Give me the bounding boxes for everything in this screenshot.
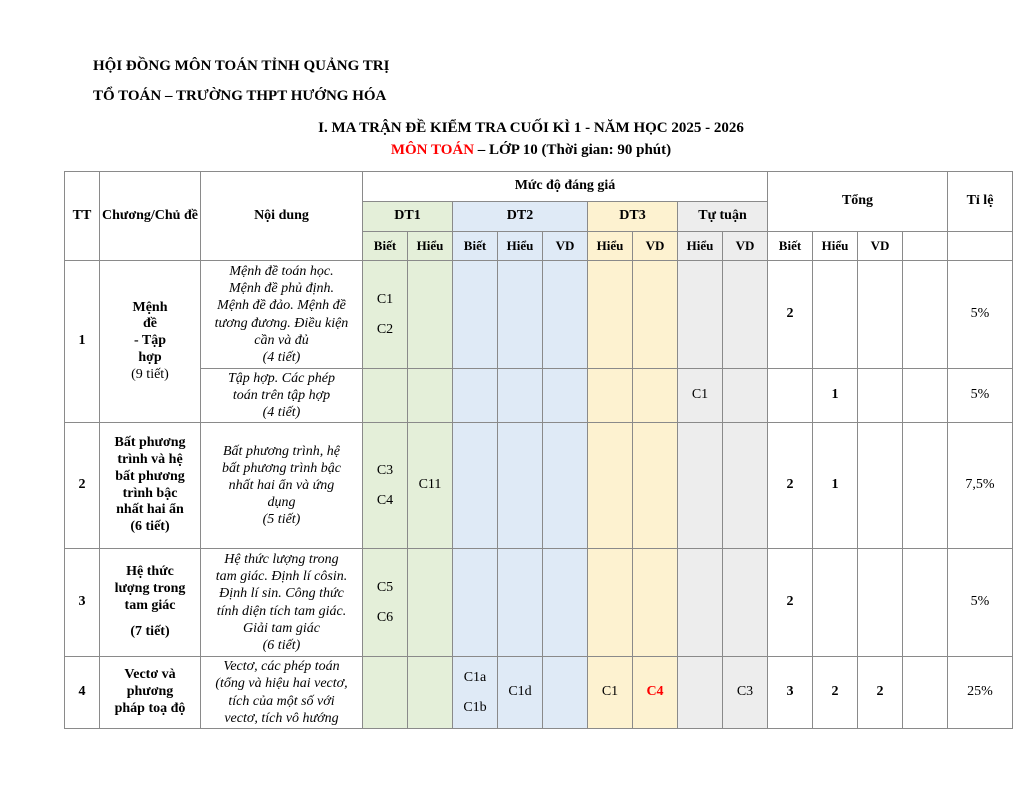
cell-total-biet: 2 xyxy=(768,549,813,657)
table-row xyxy=(65,549,1013,657)
header-ratio: Tỉ lệ xyxy=(948,172,1013,232)
subject-name: MÔN TOÁN xyxy=(390,142,475,158)
header-total-hieu: Hiểu xyxy=(813,232,858,261)
header-tutuan-vd: VD xyxy=(723,232,768,261)
cell-ratio: 7,5% xyxy=(948,423,1013,549)
cell-total-hieu: 1 xyxy=(813,423,858,549)
header-council: HỘI ĐỒNG MÔN TOÁN TỈNH QUẢNG TRỊ xyxy=(93,58,390,74)
header-tt: TT xyxy=(65,172,100,261)
row-tt: 2 xyxy=(65,423,100,549)
cell-dt3-vd: C4 xyxy=(633,657,678,729)
row-content: Vectơ, các phép toán (tổng và hiệu hai vectơ, tích của một số với vectơ, tích vô hướng xyxy=(201,657,363,729)
cell-total-biet: 2 xyxy=(768,423,813,549)
row-chapter: Vectơ và phương pháp toạ độ xyxy=(100,657,201,729)
row-content: Hệ thức lượng trong tam giác. Định lí côsin. Định lí sin. Công thức tính diện tích tam giác. Giải tam giác (6 tiết) xyxy=(201,549,363,657)
header-content: Nội dung xyxy=(201,172,363,261)
row-tt: 1 xyxy=(65,261,100,423)
header-dt3-hieu: Hiểu xyxy=(588,232,633,261)
cell-total-hieu: 1 xyxy=(813,369,858,423)
header-dt1-biet: Biết xyxy=(363,232,408,261)
cell-dt1-hieu: C11 xyxy=(408,423,453,549)
header-tutuan-hieu: Hiểu xyxy=(678,232,723,261)
header-total-biet: Biết xyxy=(768,232,813,261)
row-tt: 4 xyxy=(65,657,100,729)
row-chapter: Mệnh đề - Tập hợp (9 tiết) xyxy=(100,261,201,423)
row-tt: 3 xyxy=(65,549,100,657)
subtitle-rest: – LỚP 10 (Thời gian: 90 phút) xyxy=(474,142,672,158)
header-total-vd: VD xyxy=(858,232,903,261)
table-row xyxy=(65,657,1013,729)
cell-total-vd: 2 xyxy=(858,657,903,729)
header-dt2-biet: Biết xyxy=(453,232,498,261)
cell-total-hieu: 2 xyxy=(813,657,858,729)
header-dt2: DT2 xyxy=(453,202,588,232)
cell-tutuan-hieu: C1 xyxy=(678,369,723,423)
row-chapter: Bất phương trình và hệ bất phương trình bậc nhất hai ẩn (6 tiết) xyxy=(100,423,201,549)
row-content: Tập hợp. Các phép toán trên tập hợp (4 tiết) xyxy=(201,369,363,423)
cell-total-biet: 3 xyxy=(768,657,813,729)
table-row xyxy=(65,369,1013,423)
cell-dt2-hieu: C1d xyxy=(498,657,543,729)
document-subtitle xyxy=(0,142,1024,159)
header-level: Mức độ đáng giá xyxy=(363,172,768,202)
cell-dt1-biet: C3 C4 xyxy=(363,423,408,549)
cell-total-biet: 2 xyxy=(768,261,813,369)
table-row xyxy=(65,423,1013,549)
header-tutuan: Tự tuận xyxy=(678,202,768,232)
header-dt2-hieu: Hiểu xyxy=(498,232,543,261)
table-row xyxy=(65,261,1013,369)
header-chapter: Chương/Chủ đề xyxy=(100,172,201,261)
header-dt3: DT3 xyxy=(588,202,678,232)
header-dt2-vd: VD xyxy=(543,232,588,261)
document-title: I. MA TRẬN ĐỀ KIỂM TRA CUỐI KÌ 1 - NĂM HỌC 2025 - 2026 xyxy=(318,120,744,136)
header-dt3-vd: VD xyxy=(633,232,678,261)
cell-dt3-hieu: C1 xyxy=(588,657,633,729)
cell-dt1-biet: C5 C6 xyxy=(363,549,408,657)
cell-ratio: 5% xyxy=(948,369,1013,423)
cell-tutuan-vd: C3 xyxy=(723,657,768,729)
cell-ratio: 25% xyxy=(948,657,1013,729)
exam-matrix-table xyxy=(64,171,1013,729)
row-content: Mệnh đề toán học. Mệnh đề phủ định. Mệnh đề đảo. Mệnh đề tương đương. Điều kiện cần và đủ (4 tiết) xyxy=(201,261,363,369)
cell-dt1-biet: C1 C2 xyxy=(363,261,408,369)
cell-ratio: 5% xyxy=(948,261,1013,369)
header-dt1: DT1 xyxy=(363,202,453,232)
cell-dt2-biet: C1a C1b xyxy=(453,657,498,729)
row-content: Bất phương trình, hệ bất phương trình bậc nhất hai ẩn và ứng dụng (5 tiết) xyxy=(201,423,363,549)
header-dt1-hieu: Hiểu xyxy=(408,232,453,261)
cell-ratio: 5% xyxy=(948,549,1013,657)
header-school: TỔ TOÁN – TRƯỜNG THPT HƯỚNG HÓA xyxy=(93,88,387,104)
row-chapter: Hệ thức lượng trong tam giác (7 tiết) xyxy=(100,549,201,657)
header-total: Tổng xyxy=(768,172,948,232)
